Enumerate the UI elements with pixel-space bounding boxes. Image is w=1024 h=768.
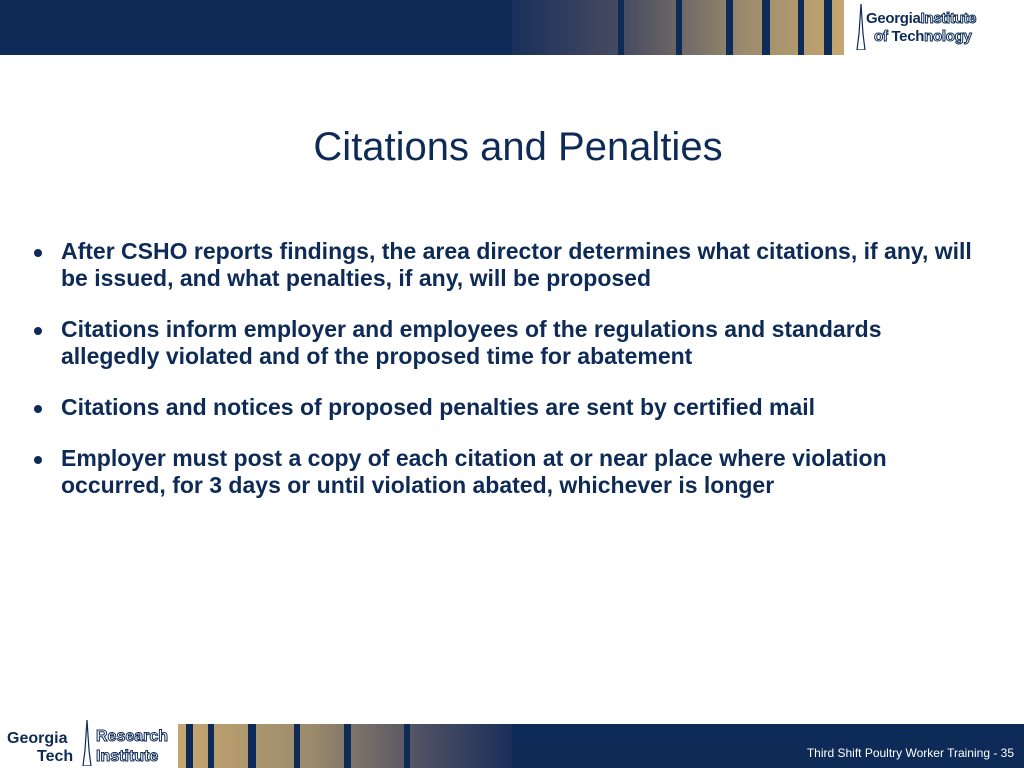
- top-banner: [0, 0, 1024, 55]
- tech-tower-icon: [856, 4, 866, 50]
- bullet-dot-icon: [34, 456, 42, 464]
- bullet-dot-icon: [34, 249, 42, 257]
- bullet-list: [34, 238, 984, 523]
- bottom-stripe: [294, 724, 300, 768]
- bullet-item: [34, 238, 984, 292]
- bullet-item: [34, 445, 984, 499]
- tech-tower-icon: [82, 720, 92, 766]
- gtri-tech-text: Tech: [37, 748, 74, 765]
- bullet-text: Citations inform employer and employees of the regulations and standards allegedly violated and of the proposed time for abatement: [61, 316, 882, 369]
- top-stripe: [726, 0, 733, 55]
- gtri-georgia-text: Georgia: [7, 730, 68, 747]
- top-stripe: [798, 0, 804, 55]
- top-stripe: [676, 0, 682, 55]
- bottom-stripe: [186, 724, 193, 768]
- bottom-gradient-stripes: [178, 724, 512, 768]
- bullet-dot-icon: [34, 327, 42, 335]
- top-navy-band: [0, 0, 512, 55]
- logo-line-1: GeorgiaInstitute: [866, 10, 977, 27]
- top-stripe: [618, 0, 624, 55]
- bullet-item: [34, 316, 984, 370]
- bottom-stripe: [248, 724, 256, 768]
- gtri-research-text: Research: [96, 728, 169, 745]
- top-stripe: [824, 0, 832, 55]
- slide-title: Citations and Penalties: [313, 124, 723, 169]
- gtri-logo: [0, 708, 178, 768]
- gtri-institute-text: Institute: [96, 748, 159, 765]
- top-stripe: [762, 0, 770, 55]
- bullet-text: Citations and notices of proposed penalties are sent by certified mail: [61, 394, 816, 420]
- georgia-tech-logo: [844, 0, 1024, 55]
- bottom-stripe: [404, 724, 410, 768]
- footer-text: Third Shift Poultry Worker Training - 35: [806, 746, 1014, 760]
- bullet-dot-icon: [34, 405, 42, 413]
- bullet-text: Employer must post a copy of each citation at or near place where violation occurred, for 3 days or until violation abated, whichever is longer: [61, 445, 887, 498]
- bullet-item: [34, 394, 984, 421]
- bullet-text: After CSHO reports findings, the area director determines what citations, if any, will be issued, and what penalties, if any, will be proposed: [61, 238, 972, 291]
- logo-line-2: of Technology: [874, 28, 972, 45]
- top-gradient-stripes: [512, 0, 844, 55]
- bottom-stripe: [208, 724, 214, 768]
- bottom-stripe: [344, 724, 351, 768]
